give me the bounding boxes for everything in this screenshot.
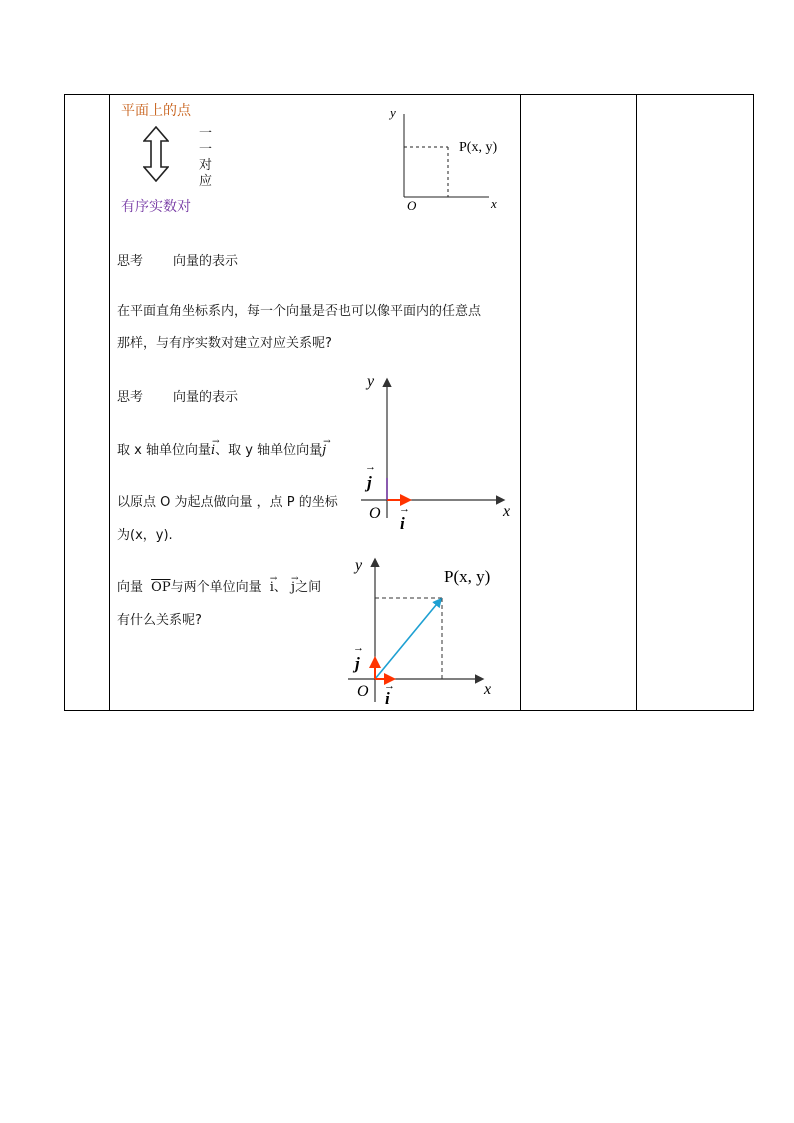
- point-coordinate-diagram: [385, 100, 510, 215]
- i-label: i: [400, 514, 405, 533]
- think3-i-vector: → i: [269, 574, 278, 595]
- take-units-text: 取 x 轴单位向量: [117, 443, 211, 458]
- think3-sep: 、: [273, 580, 287, 595]
- think2-label: 思考: [117, 390, 144, 405]
- think3-line2: 有什么关系呢?: [117, 613, 202, 628]
- table-bottom-border: [64, 710, 754, 711]
- think3-j-vector: → j: [291, 574, 299, 595]
- double-arrow-icon: [143, 126, 169, 182]
- vector-op-diagram: [342, 552, 512, 707]
- one-to-one-char-2: 一: [199, 142, 213, 157]
- think1-line1: 在平面直角坐标系内，每一个向量是否也可以像平面内的任意点: [117, 304, 482, 319]
- take-units-mid-text: 、取 y 轴单位向量: [215, 443, 323, 458]
- vector-op: $\overline{OP}$: [151, 580, 171, 595]
- j-label: j: [367, 473, 372, 492]
- think2-units-line: [117, 437, 331, 459]
- ordered-pair-label: 有序实数对: [121, 199, 191, 215]
- origin-label: O: [407, 198, 417, 213]
- table-col-line-4: [753, 94, 754, 711]
- one-to-one-char-3: 对: [199, 158, 213, 173]
- j-arrow-glyph: →: [365, 461, 376, 473]
- table-col-line-3: [636, 94, 637, 711]
- unit-vector-j: → j: [322, 437, 331, 458]
- i-arrow-glyph: →: [399, 503, 410, 515]
- axis-x-label: x: [484, 681, 492, 698]
- unit-vectors-diagram: [355, 368, 520, 536]
- axis-x-label: x: [503, 503, 511, 520]
- think3-line1: [117, 574, 322, 596]
- axis-x-label: x: [491, 196, 497, 211]
- table-col-line-2: [520, 94, 521, 711]
- table-col-line-1: [109, 94, 110, 711]
- origin-label: O: [369, 505, 381, 522]
- think1-title: 向量的表示: [173, 254, 239, 269]
- think1-label: 思考: [117, 254, 144, 269]
- plane-point-label: 平面上的点: [121, 103, 191, 119]
- one-to-one-char-1: 一: [199, 126, 213, 141]
- table-col-line-0: [64, 94, 65, 711]
- think2-origin-line2: 为(x，y).: [117, 528, 173, 543]
- think1-line2: 那样，与有序实数对建立对应关系呢?: [117, 336, 332, 351]
- axis-y-label: y: [390, 105, 396, 120]
- one-to-one-char-4: 应: [199, 174, 213, 189]
- think3-prefix: 向量: [117, 580, 144, 595]
- i-arrow-glyph: →: [384, 680, 395, 692]
- think3-mid: 与两个单位向量: [170, 580, 262, 595]
- axis-y-label: y: [355, 557, 363, 574]
- i-label: i: [385, 689, 390, 707]
- point-p-label: P(x, y): [444, 567, 491, 586]
- unit-vector-i: → i: [210, 437, 220, 458]
- vector-op-line: [375, 599, 441, 679]
- think2-title: 向量的表示: [173, 390, 239, 405]
- think3-suffix: 之间: [295, 580, 322, 595]
- point-p-label: P(x, y): [459, 140, 498, 155]
- origin-label: O: [357, 683, 369, 700]
- think2-origin-line1: 以原点 O 为起点做向量 ，点 P 的坐标: [117, 495, 338, 510]
- j-arrow-glyph: →: [353, 642, 364, 654]
- table-top-border: [64, 94, 754, 95]
- j-label: j: [355, 654, 360, 673]
- axis-y-label: y: [367, 373, 375, 390]
